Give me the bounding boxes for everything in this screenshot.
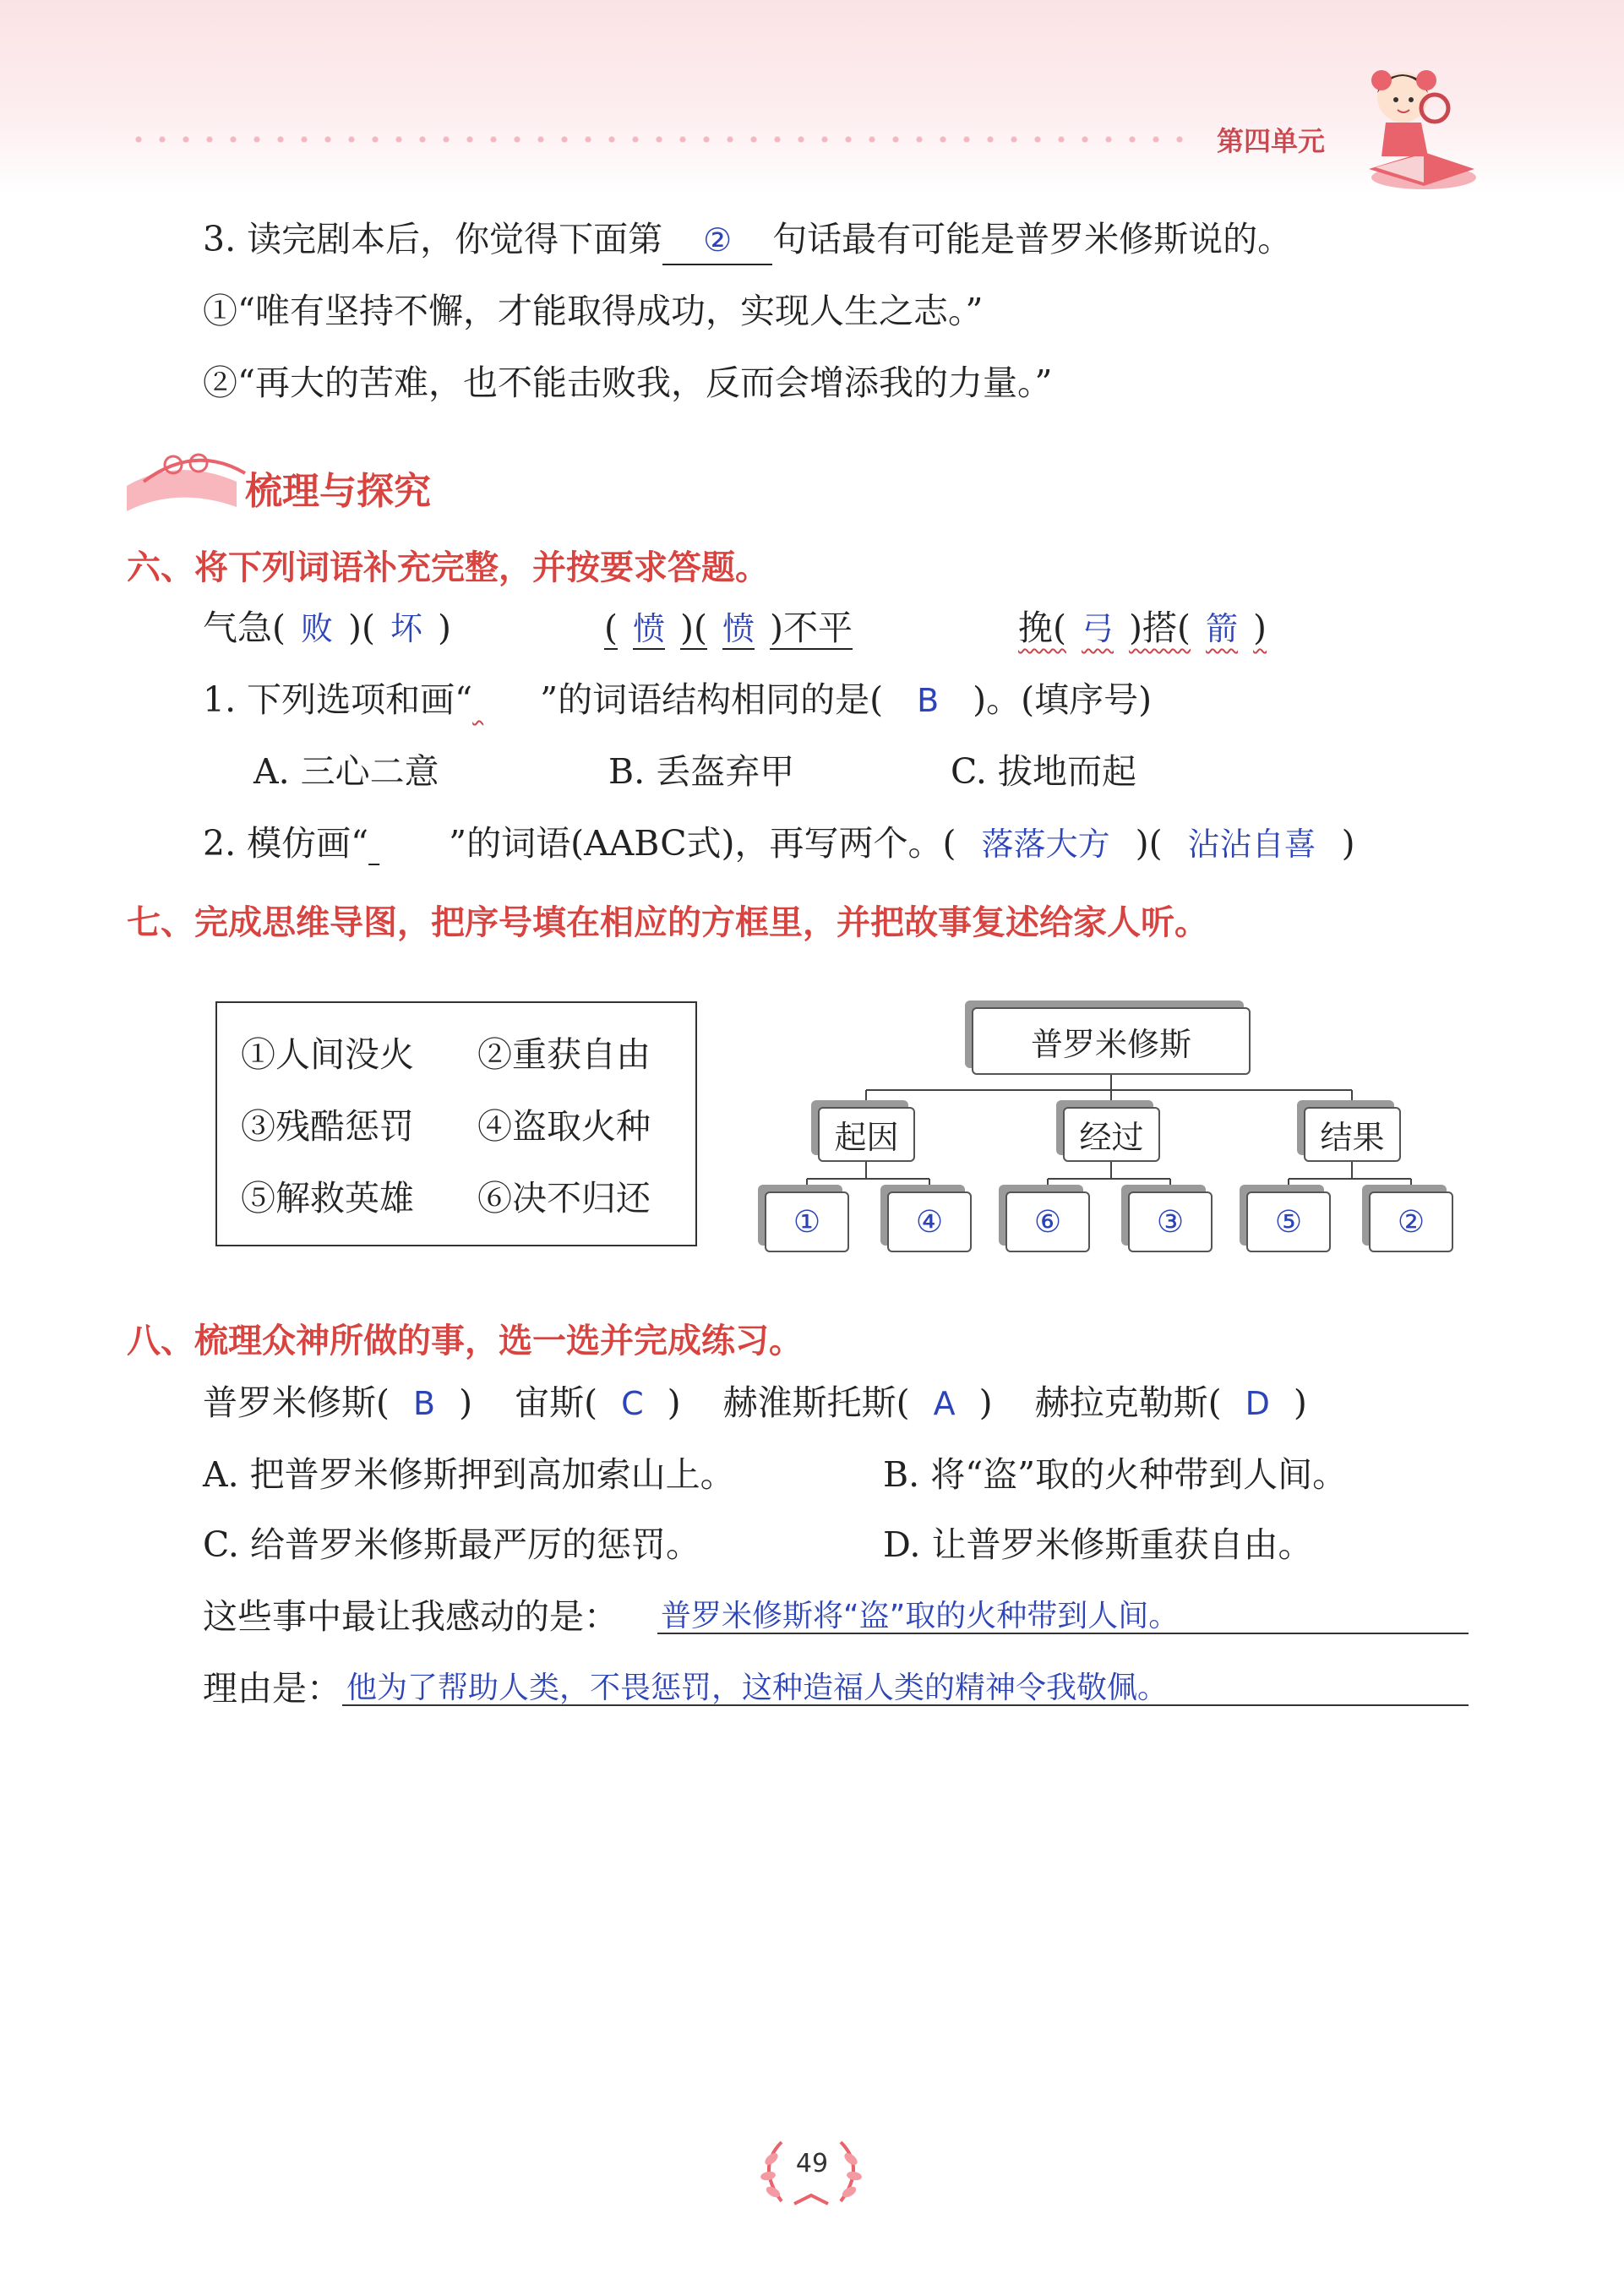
s8-god-1: 普罗米修斯( <box>203 1382 390 1423</box>
s6-w1-answer-a[interactable]: 败 <box>301 610 334 647</box>
q3-prefix: 3. 读完剧本后，你觉得下面第 <box>203 219 663 259</box>
s6-w2-pre: ( <box>604 608 618 648</box>
s6-q2-mid: ”的词语(AABC式)，再写两个。( <box>449 823 956 864</box>
s6-w1-post: ) <box>438 608 452 648</box>
section-banner-title: 梳理与探究 <box>245 470 431 513</box>
s6-w3-mid: )搭( <box>1129 608 1191 648</box>
s6-option-c: C. 拔地而起 <box>951 751 1136 792</box>
s6-q2-answer-1[interactable]: 落落大方 <box>981 826 1110 863</box>
mindmap-leaf-box[interactable]: ② <box>1369 1191 1453 1252</box>
s8-reason-answer[interactable]: 他为了帮助人类，不畏惩罚，这种造福人类的精神令我敬佩。 <box>346 1671 1169 1705</box>
s6-q1-answer[interactable]: B <box>917 682 940 719</box>
mindmap-option: ②重获自由 <box>477 1034 651 1075</box>
s6-q1-pre: 1. 下列选项和画“ <box>203 679 473 720</box>
s8-god-2: 宙斯( <box>515 1382 598 1423</box>
s8-moved-label: 这些事中最让我感动的是： <box>203 1596 619 1637</box>
mindmap-branch-cause: 起因 <box>818 1107 915 1162</box>
page-number: 49 <box>795 2148 829 2178</box>
s8-close: ) <box>667 1382 681 1423</box>
s6-w2-answer-a[interactable]: 愤 <box>633 610 666 647</box>
s6-w3-post: ) <box>1253 608 1267 648</box>
mindmap-option: ⑤解救英雄 <box>241 1178 414 1219</box>
s8-close: ) <box>978 1382 993 1423</box>
s6-q1-post: )。(填序号) <box>973 679 1153 720</box>
s6-q2-pre: 2. 模仿画“ <box>203 823 369 864</box>
s6-w1-answer-b[interactable]: 坏 <box>390 610 423 647</box>
s6-w2-answer-b[interactable]: 愤 <box>722 610 755 647</box>
s6-q2-answer-2[interactable]: 沾沾自喜 <box>1187 826 1316 863</box>
s6-q2-sep: )( <box>1135 823 1163 864</box>
q3-answer: ② <box>703 221 733 259</box>
q3-suffix: 句话最有可能是普罗米修斯说的。 <box>772 219 1293 259</box>
s6-option-b: B. 丢盔弃甲 <box>608 751 795 792</box>
s6-w2-mid: )( <box>680 608 708 648</box>
mindmap-option: ①人间没火 <box>241 1034 414 1075</box>
section-6-heading: 六、将下列词语补充完整，并按要求答题。 <box>127 548 769 587</box>
mindmap-leaf-box[interactable]: ① <box>765 1191 849 1252</box>
mindmap-leaf-box[interactable]: ④ <box>887 1191 972 1252</box>
s6-w3-answer-a[interactable]: 弓 <box>1082 610 1114 647</box>
s8-option-d: D. 让普罗米修斯重获自由。 <box>883 1524 1313 1565</box>
q3-option-1: ①“唯有坚持不懈，才能取得成功，实现人生之志。” <box>203 291 984 331</box>
mindmap-branch-result: 结果 <box>1304 1107 1401 1162</box>
s8-option-c: C. 给普罗米修斯最严厉的惩罚。 <box>203 1524 700 1565</box>
mindmap-option: ③残酷惩罚 <box>241 1106 414 1147</box>
s8-reason-label: 理由是： <box>203 1668 341 1709</box>
s8-god-3: 赫淮斯托斯( <box>722 1382 910 1423</box>
s8-gods-line <box>203 1379 1307 1427</box>
mindmap-root: 普罗米修斯 <box>972 1007 1251 1075</box>
s6-w3-answer-b[interactable]: 箭 <box>1206 610 1239 647</box>
section-8-heading: 八、梳理众神所做的事，选一选并完成练习。 <box>127 1322 803 1360</box>
s6-w1-mid: )( <box>348 608 376 648</box>
q3-option-2: ②“再大的苦难，也不能击败我，反而会增添我的力量。” <box>203 363 1053 403</box>
mindmap-option: ⑥决不归还 <box>477 1178 651 1219</box>
mindmap-leaf-box[interactable]: ⑤ <box>1246 1191 1331 1252</box>
s6-option-a: A. 三心二意 <box>253 751 439 792</box>
s6-q2-post: ) <box>1341 823 1355 864</box>
s6-w1-pre: 气急( <box>203 608 286 648</box>
mindmap-leaf-box[interactable]: ⑥ <box>1005 1191 1090 1252</box>
s8-god-1-answer[interactable]: B <box>413 1385 436 1422</box>
s8-god-4-answer[interactable]: D <box>1245 1385 1270 1422</box>
unit-label: 第四单元 <box>1217 125 1326 157</box>
s6-w2-post: )不平 <box>770 608 853 648</box>
s8-close: ) <box>1293 1382 1307 1423</box>
s6-q1-mid: ”的词语结构相同的是( <box>540 679 884 720</box>
s8-moved-answer[interactable]: 普罗米修斯将“盗”取的火种带到人间。 <box>661 1599 1180 1633</box>
mindmap-option: ④盗取火种 <box>477 1106 651 1147</box>
s8-close: ) <box>459 1382 473 1423</box>
s8-option-a: A. 把普罗米修斯押到高加索山上。 <box>203 1454 735 1495</box>
s8-god-3-answer[interactable]: A <box>933 1385 956 1422</box>
section-7-heading: 七、完成思维导图，把序号填在相应的方框里，并把故事复述给家人听。 <box>127 903 1208 942</box>
s8-god-4: 赫拉克勒斯( <box>1034 1382 1222 1423</box>
s6-w3-pre: 挽( <box>1018 608 1066 648</box>
mindmap-branch-process: 经过 <box>1063 1107 1160 1162</box>
s8-option-b: B. 将“盗”取的火种带到人间。 <box>883 1454 1348 1495</box>
mindmap-leaf-box[interactable]: ③ <box>1128 1191 1213 1252</box>
s8-god-2-answer[interactable]: C <box>621 1385 644 1422</box>
